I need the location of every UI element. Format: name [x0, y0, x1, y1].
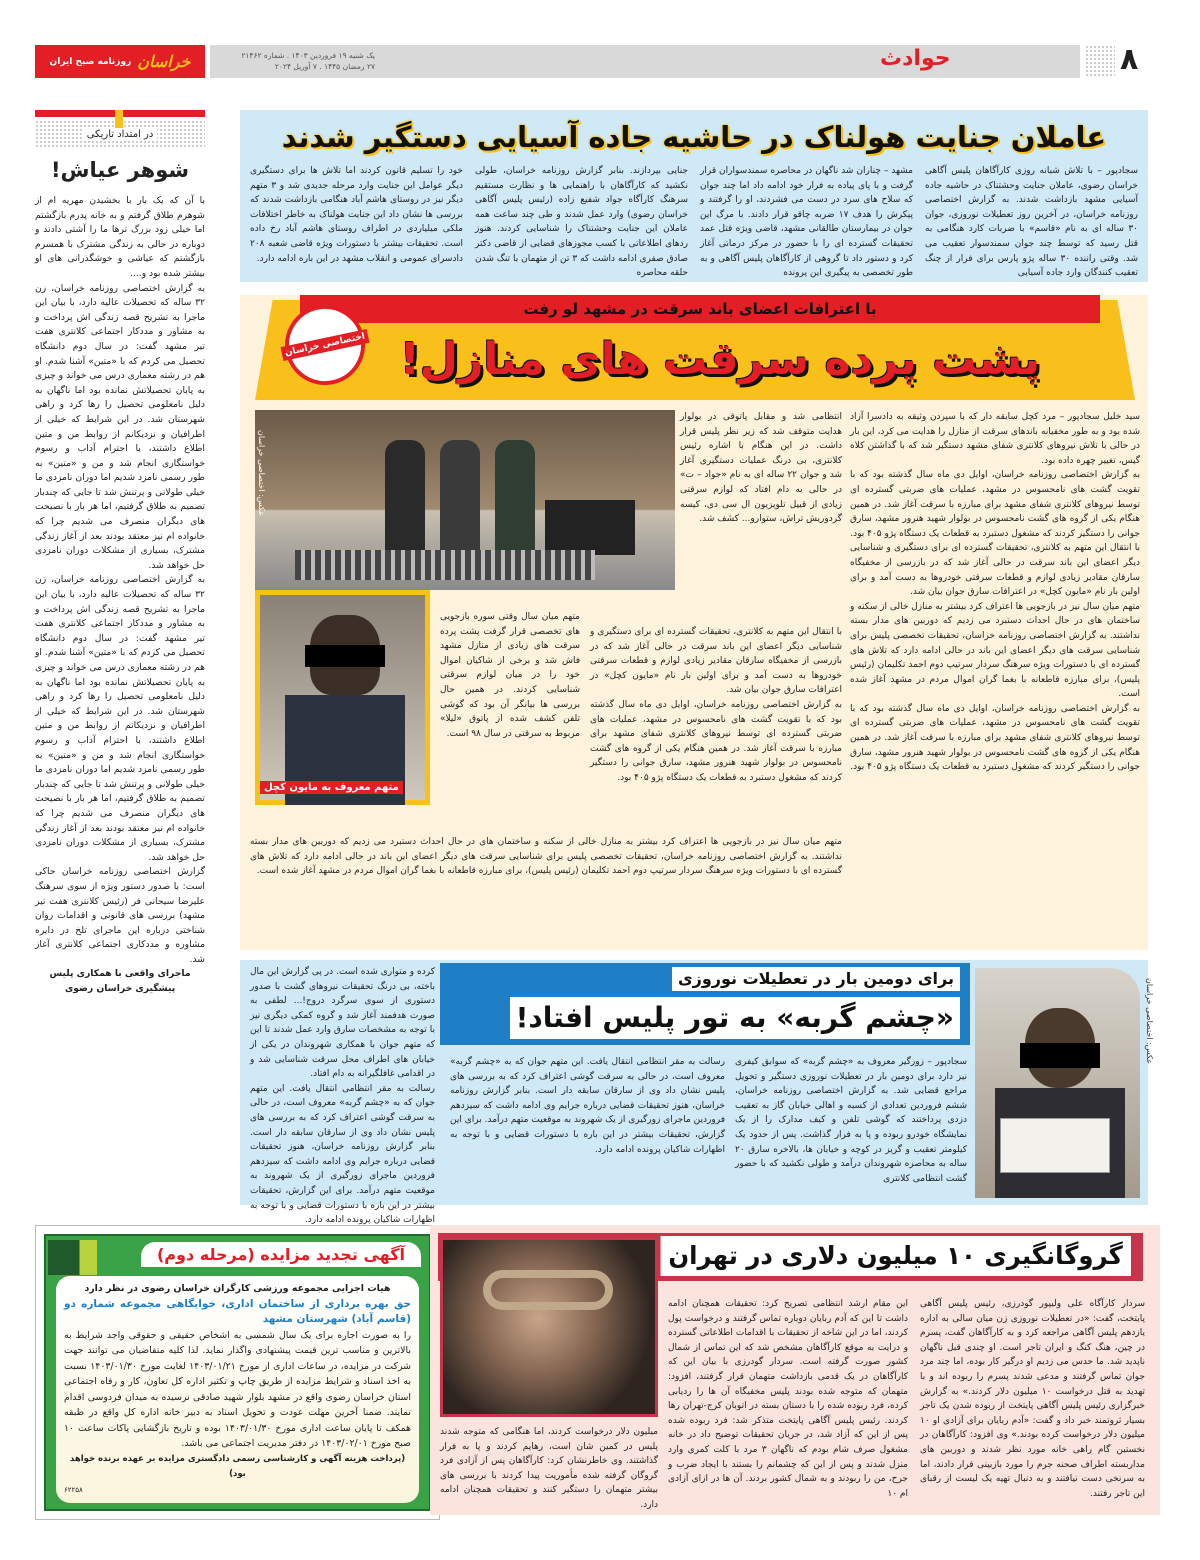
article2-kicker: با اعترافات اعضای باند سرقت در مشهد لو رفت — [523, 300, 877, 318]
newspaper-logo[interactable] — [35, 45, 205, 78]
page-number: ۸ — [1120, 42, 1139, 77]
ad-frame — [44, 1234, 431, 1511]
article3-kicker: برای دومین بار در تعطیلات نوروزی — [672, 967, 960, 991]
logo-wordmark: خراسان — [137, 52, 191, 71]
article1-column: جنایی بپردازند. بنابر گزارش روزنامه خراسان، طولی نکشید که کارآگاهان با راهنمایی ها و نظارت مستقیم سرهنگ کارآگاه جواد شفیع زاده (رئیس پلیس آگاهی خراسان رضوی) وارد عمل شدند و طی چند ساعت همه عاملان این جنایت وحشتناک را شناسایی کردند. هنوز ردهای اطلاعاتی با کسب مجوزهای قضایی از قاضی دکتر صادق صفری ادامه داشت که ۳ تن از متهمان با تنگ شدن حلقه محاصره — [475, 166, 688, 279]
suspect-photo — [255, 590, 430, 805]
ad-intro: هیات اجرایی مجموعه ورزشی کارگران خراسان رضوی در نظر دارد — [84, 1283, 391, 1294]
article1-column: خود را تسلیم قانون کردند اما تلاش ها برای دستگیری دیگر عوامل این جنایت وارد مرحله جدیدی شد و ۳ متهم دیگر نیز در روستای هاشم آباد هنگامی بازداشت شدند که بررسی ها نشان داد این جنایت هولناک به خاطر اختلافات ملکی میلیاردی در اطراف روستای هاشم آباد رخ داده است. تحقیقات بیشتر با دستورات ویژه قاضی شعبه ۲۰۸ دادسرای عمومی و انقلاب مشهد در این باره ادامه دارد. — [250, 166, 463, 264]
tied-hands-photo — [440, 1237, 658, 1417]
article3-paragraph: رسالت به مقر انتظامی انتقال یافت. این متهم جوان که به «چشم گربه» معروف است، در حالی به سرقت گوشی اعتراف کرد که به بررسی های پلیس نشان داد وی از سارقان سابقه دار است. بنابر گزارش روزنامه خراسان، هنوز تحقیقات قضایی درباره جرایم وی ادامه داشت که سیزدهم فروردین ماجرای زورگیری از یک شهروند به موقعیت متهم درآمد. برای این گزارش، تحقیقات بیشتر در این باره با دستورات قضایی و با توجه به اظهارات شاکیان پرونده ادامه دارد. — [250, 1083, 435, 1226]
ad-note: (پرداخت هزینه آگهی و کارشناسی رسمی دادگستری مزایده بر عهده برنده خواهد بود) — [69, 1453, 406, 1479]
suspect-caption: متهم معروف به مایون کچل — [260, 781, 403, 794]
ad-body-box — [56, 1276, 419, 1503]
article1-column: سجادپور – با تلاش شبانه روزی کارآگاهان پلیس آگاهی خراسان رضوی، عاملان جنایت وحشتناک در حاشیه جاده آسیایی مشهد بازداشت شدند. به گزارش اختصاصی روزنامه خراسان، در آخرین روز تعطیلات نوروزی، جوان ۳۰ ساله ای به نام «قاسم» با ضربات کارد هنگامی به قتل رسید که توسط چند جوان سمندسوار تعقیب می شد. وقتی راننده ۳۰ ساله پژو پارس برای فرار از چنگ تعقیب کنندگان وارد جاده آسیایی — [925, 166, 1138, 279]
article1-column: مشهد – چناران شد ناگهان در محاصره سمندسواران قرار گرفت و با پای پیاده به فرار خود ادامه داد اما چند جوان که سلاح های سرد در دست می فشردند، او را گرفتند و پیکرش را هدف ۱۷ ضربه چاقو قرار دادند. با مرگ این جوان در بیمارستان طالقانی مشهد، قاضی ویژه قتل عمد تحقیقات گسترده ای را با حضور در مرکز درمانی آغاز کرد و دستور داد تا گروهی از کارآگاهان پلیس آگاهی و به طور تخصصی به پیگیری این پرونده — [700, 166, 913, 279]
article-highway-murder — [240, 110, 1148, 282]
article2-paragraph: سید خلیل سجادپور – مرد کچل سابقه دار که با سپردن وثیقه به دادسرا آزاد شده بود و به طور مخفیانه باندهای سرقت از منازل را هدایت می کرد، این بار در حالی با تلاش نیروهای کلانتری شفای مشهد دستگیر شد که با گذاشتن کلاه گیس، تغییر چهره داده بود. — [850, 412, 1140, 466]
article2-column-photo-side: متهم میان سال وقتی سوره بازجویی های تخصصی قرار گرفت پشت پرده سرقت های زیادی از منازل مشهد فاش شد و برخی از شاکیان اموال خود را در میان لوازم سرقتی شناسایی کردند. در همین حال بررسی ها بیانگر آن بود که گوشی تلفن کشف شده از پاتوق «لیلا» مربوط به سرقتی در سال ۹۸ است. — [440, 612, 580, 739]
sidebar-body — [35, 194, 205, 1184]
censor-bar — [305, 645, 385, 667]
article2-paragraph: به گزارش اختصاصی روزنامه خراسان، اوایل دی ماه سال گذشته بود که با تقویت گشت های نامحسوس در مشهد، عملیات های ضربتی گسترده ای توسط نیروهای کلانتری شفای مشهد برای مبارزه با سرقت آغاز شد. در همین هنگام یکی از گروه های گشت نامحسوس در بولوار شهید هنرور مشهد، سارق جوانی را دستگیر کردند که مشغول دستبرد به قطعات یک دستگاه پژو ۴۰۵ بود. — [590, 699, 842, 783]
article2-column-mid2 — [590, 625, 842, 830]
stolen-goods-photo — [255, 410, 675, 590]
sidebar-footer: ماجرای واقعی با همکاری پلیس پیشگیری خراسان رضوی — [49, 968, 191, 995]
article2-column-middle: انتظامی شد و مقابل پاتوقی در بولوار هدایت متوقف شد که زیر نظر پلیس قرار داشت. در این هنگام با اشاره رئیس کلانتری، بی درنگ عملیات دستگیری آغاز شد و جوان ۲۲ ساله ای به نام «جواد – ت» در حالی به دام افتاد که لوازم سرقتی زیادی از قبیل تلویزیون ال سی دی، کیسه گردوریش تراش، ستوارو... کشف شد. — [680, 412, 842, 525]
article2-paragraph: متهم میان سال نیز در بازجویی ها اعتراف کرد بیشتر به منازل خالی از سکنه و ساختمان های در حال احداث دستبرد می زدیم که دوربین های مدار بسته نداشتند. به گزارش اختصاصی روزنامه خراسان، تحقیقات تخصصی پلیس برای شناسایی سرقت های دیگر اعضای این باند در حالی ادامه دارد که تلاش های گسترده ای با دستورات ویژه سرهنگ سردار سرتیپ دوم احمد تکلیمان (رئیس پلیس)، برای مبارزه قاطعانه با بغما گران اموال مردم در مشهد آغاز شده است. — [850, 601, 1140, 700]
article4-column: سردار کارآگاه علی ولیپور گودرزی، رئیس پلیس آگاهی پایتخت، گفت: «در تعطیلات نوروزی زن میان سالی به اداره یازدهم پلیس آگاهی مراجعه کرد و به کارآگاهان گفت، پسرم در چین، هنگ کنگ و ایران تاجر است. او چندی قبل ناگهان ناپدید شد. ما حدس می زدیم او درگیر کار بوده، اما چند مرد جوان تماس گرفتند و مدعی شدند پسرم را ربوده اند و با تهدید به قتل درخواست ۱۰ میلیون دلار کردند.» به گزارش خبرگزاری رئیس پلیس آگاهی پایتخت از ربوده شدن یک تاجر بسیار ثروتمند خبر داد و گفت: «آدم ربایان برای آزادی او ۱۰ میلیون دلار درخواست کرده بودند.» وی افزود: کارآگاهان در نخستین گام راهی خانه مورد نظر شدند و دوربین های مداربسته اطراف صحنه جرم را مورد بازبینی قرار دادند، اما به سرنخی دست نیافتند و به دنبال تهیه یک لیست از رقبای این تاجر رفتند. — [920, 1299, 1145, 1499]
date-line-2: ۲۷ رمضان ۱۴۴۵ . ۷ آوریل ۲۰۲۴ — [274, 62, 375, 71]
article-kidnapping — [430, 1225, 1160, 1515]
article-burglary-gang — [240, 295, 1148, 950]
censor-bar — [1020, 1043, 1100, 1068]
ad-title: آگهی تجدید مزایده (مرحله دوم) — [141, 1242, 421, 1267]
photo-credit: عکس: اختصاصی خراسان — [257, 430, 266, 517]
article3-column: رسالت به مقر انتظامی انتقال یافت. این متهم جوان که به «چشم گربه» معروف است، در حالی به سرقت گوشی اعتراف کرد که به بررسی های پلیس نشان داد وی از سارقان سابقه دار است. بنابر گزارش روزنامه خراسان، هنوز تحقیقات قضایی درباره جرایم وی ادامه داشت که سیزدهم فروردین ماجرای زورگیری از یک شهروند به موقعیت متهم درآمد. برای این گزارش، تحقیقات بیشتر در این باره با دستورات قضایی و با توجه به اظهارات شاکیان پرونده ادامه دارد. — [450, 1057, 725, 1155]
article4-column: میلیون دلار درخواست کردند، اما هنگامی که متوجه شدند پلیس در کمین شان است، رهایم کردند و پا به فرار گذاشتند. وی خاطرنشان کرد: کارآگاهان پس از آزادی فرد گروگان گرفته شده مأموریت پیدا کردند با بررسی های بیشتر متهمان را دستگیر کنند و تحقیقات همچنان ادامه دارد. — [440, 1427, 658, 1510]
section-title: حوادث — [880, 46, 951, 71]
stamp-label: اختصاصی خراسان — [281, 329, 370, 361]
article2-paragraph: به گزارش اختصاصی روزنامه خراسان، اوایل دی ماه سال گذشته بود که با تقویت گشت های نامحسوس در مشهد، عملیات های ضربتی گسترده ای توسط نیروهای کلانتری شفای مشهد برای مبارزه با سرقت آغاز شد. در همین هنگام یکی از گروه های گشت نامحسوس در بولوار شهید هنرور مشهد، سارق جوانی را دستگیر کردند که مشغول دستبرد به قطعات یک دستگاه پژو ۴۰۵ بود. — [850, 470, 1140, 539]
sidebar-red-bar — [35, 110, 205, 117]
article3-headline: «چشم گربه» به تور پلیس افتاد! — [510, 997, 960, 1039]
header-dots — [1085, 45, 1115, 78]
article2-kicker-bar — [300, 295, 1100, 323]
article4-headline: گروگانگیری ۱۰ میلیون دلاری در تهران — [661, 1236, 1131, 1276]
ad-highlight: حق بهره برداری از ساختمان اداری، خوابگاهی مجموعه شماره دو (قاسم آباد) شهرستان مشهد — [64, 1297, 411, 1325]
ad-chevrons — [48, 1240, 118, 1275]
article2-column-right — [850, 410, 1140, 945]
sidebar-paragraph: به گزارش اختصاصی روزنامه خراسان، زن ۳۲ ساله که تحصیلات عالیه دارد، با بیان این ماجرا به تشریح قصه زندگی اش پرداخت و به مشاور و مددکار اجتماعی کلانتری هفت تیر مشهد گفت: در سال دوم دانشگاه تحصیل می کردم که با «متین» آشنا شدم. او هم در رشته معماری درس می خواند و چیزی به پایان تحصیلاتش نمانده بود اما ناگهان به دلیل نامعلومی تحصیل را رها کرد و راهی شهرستان شد. در این شرایط که خیلی از اطرافیان و نزدیکانم از روابط من و متین اطلاع داشتند، با احترام آداب و رسوم خواستگاری انجام شد و من و «متین» به طور رسمی نامزد شدیم اما دوران نامزدی ما خیلی طولانی و پرتنش شد تا جایی که چندبار تصمیم به طلاق گرفتیم، اما هر بار با نصیحت های دیگران منصرف می شدیم چرا که خانواده ام نیز معتقد بودند بعد از آغاز زندگی مشترک، بسیاری از مشکلات دوران نامزدی حل خواهد شد. — [35, 574, 205, 863]
article1-headline: عاملان جنایت هولناک در حاشیه جاده آسیایی دستگیر شدند — [281, 120, 1107, 154]
article3-photo — [975, 968, 1154, 1198]
article2-headline: پشت پرده سرقت های منازل! — [399, 334, 1041, 385]
article2-paragraph: با انتقال این متهم به کلانتری، تحقیقات گسترده ای برای دستگیری و شناسایی دیگر اعضای این باند سرقت در حالی آغاز شد که در بازرسی از مخفیگاه سارقان مقادیر زیادی لوازم و قطعات سرقتی خودروها به دست آمد و برای اولین بار نام «مایون کچل» در اعترافات سارق جوان بیان شد. — [850, 543, 1140, 598]
issue-date — [215, 50, 375, 72]
article-cat-eye — [240, 960, 1154, 1226]
article2-column-bottom: متهم میان سال نیز در بازجویی ها اعتراف کرد بیشتر به منازل خالی از سکنه و ساختمان های در حال احداث دستبرد می زدیم که دوربین های مدار بسته نداشتند. به گزارش اختصاصی روزنامه خراسان، تحقیقات تخصصی پلیس برای شناسایی سرقت های دیگر اعضای این باند در حالی ادامه دارد که تلاش های گسترده ای با دستورات ویژه سرهنگ سردار سرتیپ دوم احمد تکلیمان (رئیس پلیس)، برای مبارزه قاطعانه با بغما گران اموال مردم در مشهد آغاز شده است. — [250, 837, 842, 877]
article2-paragraph: به گزارش اختصاصی روزنامه خراسان، اوایل دی ماه سال گذشته بود که با تقویت گشت های نامحسوس در مشهد، عملیات های ضربتی گسترده ای توسط نیروهای کلانتری شفای مشهد برای مبارزه با سرقت آغاز شد. در همین هنگام یکی از گروه های گشت نامحسوس در بولوار شهید هنرور مشهد، سارق جوانی را دستگیر کردند که مشغول دستبرد به قطعات یک دستگاه پژو ۴۰۵ بود. — [850, 703, 1140, 773]
article3-column — [250, 965, 435, 1226]
sidebar-kicker: در امتداد تاریکی — [83, 129, 158, 140]
article3-column: سجادپور – زورگیر معروف به «چشم گربه» که سوابق کیفری نیز دارد برای دومین بار در تعطیلات نوروزی دستگیر و تحویل مراجع قضایی شد. به گزارش اختصاصی روزنامه خراسان، ششم فروردین تعدادی از کسبه و اهالی خیابان گاز به تعقیب دزدی پرداختند که گوشی تلفن و کیف مدارک را از یک نمایشگاه خودرو ربوده و پا به فرار گذاشت. پس از حدود یک کیلومتر تعقیب و گریز در کوچه و خیابان ها، بالاخره سارق ۲۰ ساله به محاصره شهروندان درآمد و طولی نکشید که با حضور گشت انتظامی کلانتری — [735, 1057, 967, 1184]
logo-tagline: روزنامه صبح ایران — [49, 56, 132, 67]
date-line-1: یک شنبه ۱۹ فروردین ۱۴۰۳ . شماره ۲۱۴۶۲ — [241, 51, 375, 60]
sidebar-title: شوهر عیاش! — [50, 158, 190, 182]
ad-body: را به صورت اجاره برای یک سال شمسی به اشخاص حقیقی و حقوقی واجد شرایط به بالاترین و مناسب ترین قیمت پیشنهادی واگذار نماید. لذا کلیه متقاضیان می توانند جهت شرکت در مزایده، در ساعات اداری از مورخ ۱۴۰۳/۰۱/۲۱ لغایت مورخ ۱۴۰۳/۰۱/۳۰ نسبت به اخذ اسناد و شرایط مزایده از طریق چاپ و تکثیر اداره کل تعاون، کار و رفاه اجتماعی استان خراسان رضوی واقع در مشهد بلوار شهید صادقی نرسیده به میدان فردوسی اقدام نمایند. ضمنا آخرین مهلت عودت و تحویل اسناد به دبیر خانه اداره کل واقع در طبقه همکف تا پایان ساعت اداری مورخ ۱۴۰۳/۰۱/۳۰ بوده و تاریخ بازگشایی پاکات ساعت ۱۰ صبح مورخ ۱۴۰۳/۰۲/۰۱ در دفتر مدیریت اجتماعی می باشد. — [64, 1329, 411, 1449]
article4-column: این مقام ارشد انتظامی تصریح کرد: تحقیقات همچنان ادامه داشت تا این که آدم ربایان دوباره تماس گرفتند و درخواست پول کردند، اما در این شاخه از تحقیقات با اقدامات اطلاعاتی گسترده و درایت به موقع کارآگاهان مشخص شد که این تماس از شمال کشور صورت گرفته است. سردار گودرزی با بیان این که کارآگاهان در یک قدمی بازداشت متهمان قرار گرفتند، افزود: متهمان که متوجه شده بودند پلیس مخفیگاه آن ها را ردیابی کرده، فرد ربوده شده را با دستان بسته در اتوبان کرج-تهران رها کردند. رئیس پلیس آگاهی پایتخت متذکر شد: فرد ربوده شده پس از این که آزاد شد، در جریان تحقیقات توضیح داد در خانه مشغول صرف شام بودم که ناگهان ۳ مرد با کلت کمری وارد منزل شدند و پس از این که چشمانم را بستند با ایجاد ضرب و جرح، من را ربودند و به شمال کشور بردند. آن ها در ازای آزادی ام ۱۰ — [668, 1299, 908, 1499]
sidebar-column — [35, 110, 205, 1210]
sidebar-paragraph: با آن که یک بار با بخشیدن مهریه ام از شوهرم طلاق گرفتم و به خانه پدرم بازگشتم اما خیلی زود بزرگ ترها ما را آشتی دادند و دوباره در حالی به زندگی مشترک با همسرم بازگشتم که عیاشی و خوشگذرانی های او بیشتر شده بود و.... — [35, 195, 205, 279]
article3-paragraph: کرده و متواری شده است. در پی گزارش این مال باخته، بی درنگ تحقیقات نیروهای گشت با صدور دستوری از سوی سرگرد دروج!... لطفی به صورت هدفمند آغاز شد و گروه کمکی دیگری نیز با توجه به مشخصات سارق وارد عمل شدند تا این که متهم جوان با همکاری شهروندان در یکی از خیابان های اطراف محل سرقت شناسایی شد و در اقدامی غافلگیرانه به دام افتاد. — [250, 967, 435, 1080]
article3-head-box — [440, 963, 970, 1045]
article2-paragraph: با انتقال این متهم به کلانتری، تحقیقات گسترده ای برای دستگیری و شناسایی دیگر اعضای این باند سرقت در حالی آغاز شد که در بازرسی از مخفیگاه سارقان مقادیر زیادی لوازم و قطعات سرقتی خودروها به دست آمد و برای اولین بار نام «مایون کچل» در اعترافات سارق جوان بیان شد. — [590, 627, 842, 696]
ad-code: ۶۲۲۵۸ — [64, 1485, 83, 1494]
sidebar-paragraph: گزارش اختصاصی روزنامه خراسان حاکی است: با صدور دستور ویژه از سوی سرهنگ علیرضا سیحانی فر (رئیس کلانتری هفت تیر مشهد) بررسی های قانونی و اقدامات روان شناختی درباره این ماجرای تلخ در دایره مشاوره و مددکاری اجتماعی کلانتری آغاز شد. — [35, 866, 205, 965]
photo-credit: عکس: اختصاصی خراسان — [1145, 978, 1154, 1065]
auction-ad[interactable] — [35, 1225, 440, 1520]
sidebar-paragraph: به گزارش اختصاصی روزنامه خراسان، زن ۳۲ ساله که تحصیلات عالیه دارد، با بیان این ماجرا به تشریح قصه زندگی اش پرداخت و به مشاور و مددکار اجتماعی کلانتری هفت تیر مشهد گفت: در سال دوم دانشگاه تحصیل می کردم که با «متین» آشنا شدم. او هم در رشته معماری درس می خواند و چیزی به پایان تحصیلاتش نمانده بود اما ناگهان به دلیل نامعلومی تحصیل را رها کرد و راهی شهرستان شد. در این شرایط که خیلی از اطرافیان و نزدیکانم از روابط من و متین اطلاع داشتند، با احترام آداب و رسوم خواستگاری انجام شد و من و «متین» به طور رسمی نامزد شدیم اما دوران نامزدی ما خیلی طولانی و پرتنش شد تا جایی که چندبار تصمیم به طلاق گرفتیم، اما هر بار با نصیحت های دیگران منصرف می شدیم چرا که خانواده ام نیز معتقد بودند بعد از آغاز زندگی مشترک، بسیاری از مشکلات دوران نامزدی حل خواهد شد. — [35, 282, 205, 571]
